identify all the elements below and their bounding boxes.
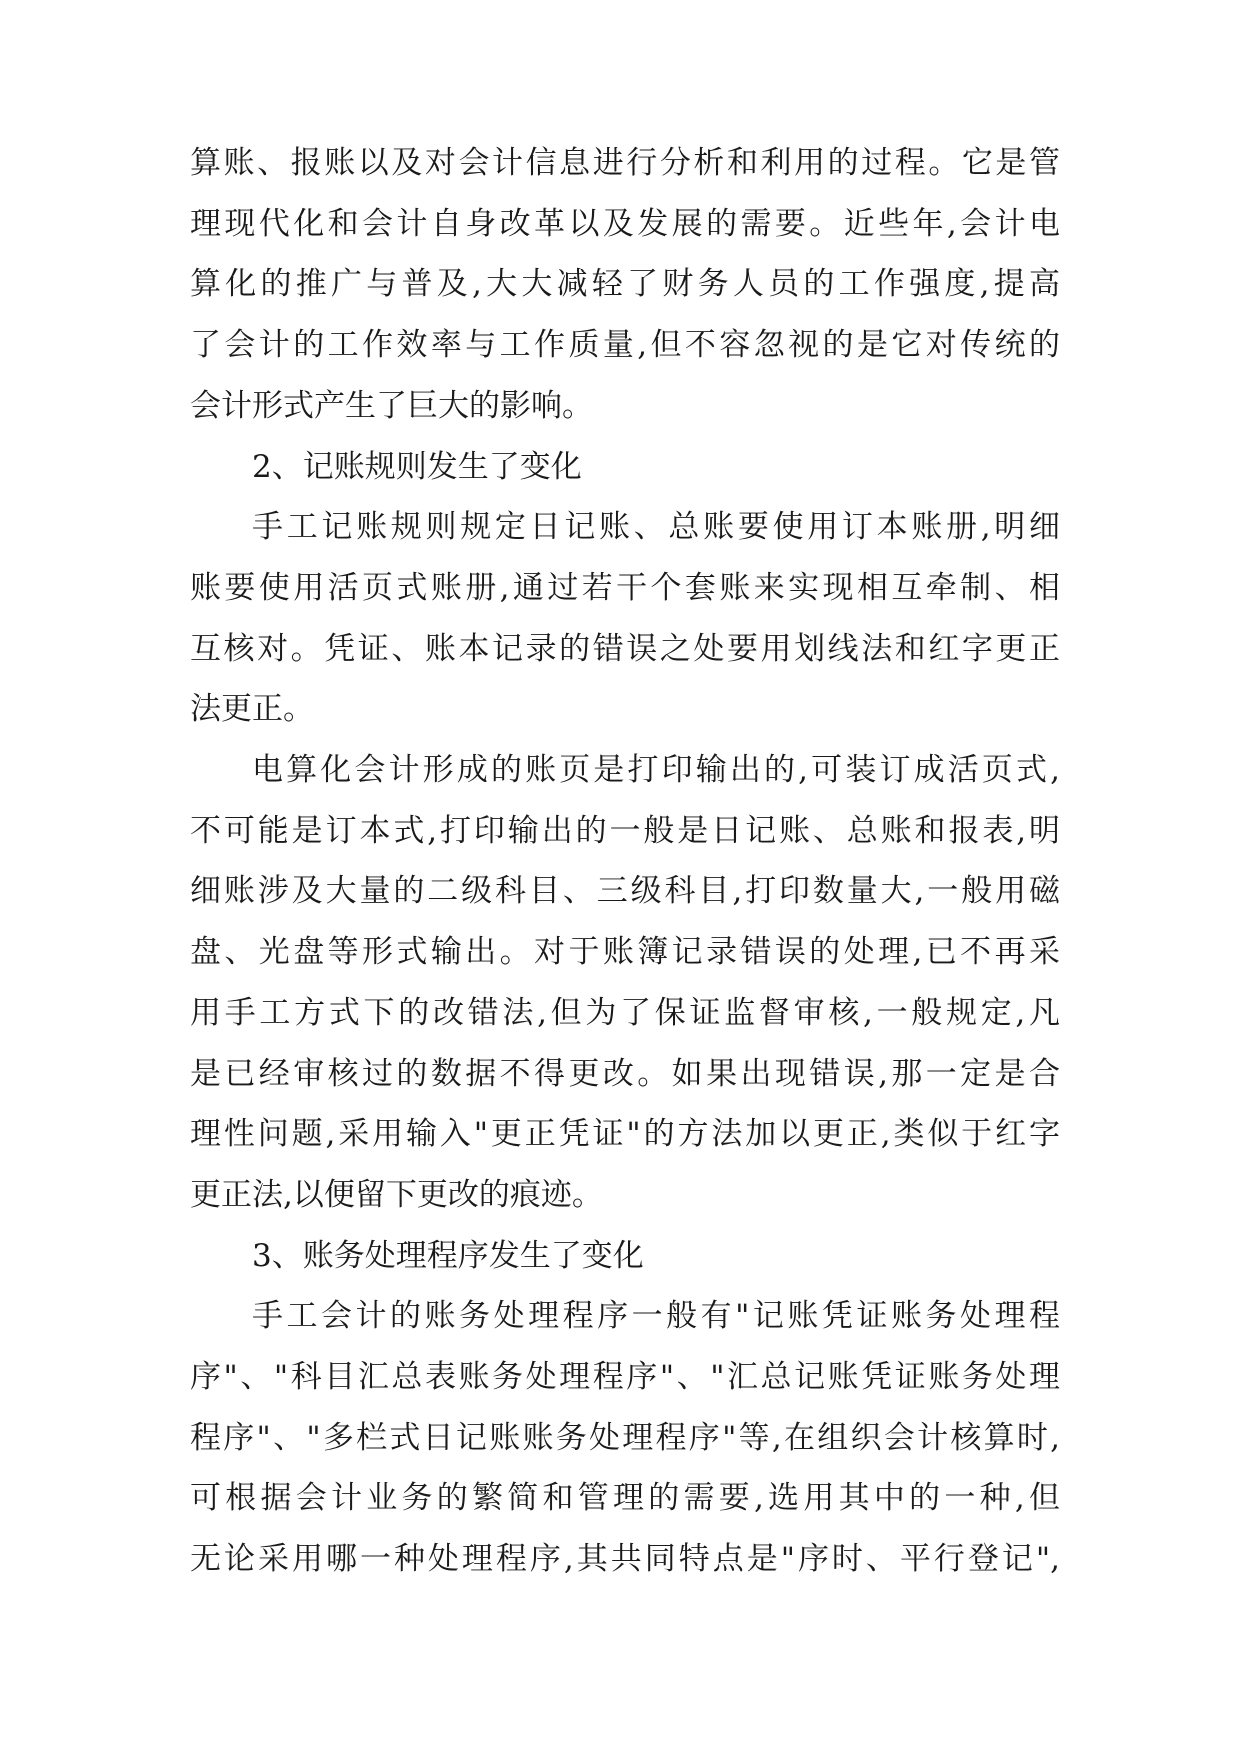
paragraph-line: 是已经审核过的数据不得更改。如果出现错误,那一定是合 (190, 1055, 1060, 1092)
paragraph-line: 理现代化和会计自身改革以及发展的需要。近些年,会计电 (190, 205, 1060, 242)
paragraph-line: 细账涉及大量的二级科目、三级科目,打印数量大,一般用磁 (190, 873, 1060, 910)
paragraph-line: 了会计的工作效率与工作质量,但不容忽视的是它对传统的 (190, 327, 1060, 364)
paragraph-line: 用手工方式下的改错法,但为了保证监督审核,一般规定,凡 (190, 994, 1060, 1031)
section-heading: 2、记账规则发生了变化 (252, 448, 582, 485)
paragraph-line: 可根据会计业务的繁简和管理的需要,选用其中的一种,但 (190, 1480, 1060, 1517)
paragraph-line: 程序"、"多栏式日记账账务处理程序"等,在组织会计核算时, (190, 1419, 1060, 1456)
paragraph-line: 会计形式产生了巨大的影响。 (190, 387, 593, 424)
paragraph-line: 电算化会计形成的账页是打印输出的,可装订成活页式, (252, 752, 1060, 789)
paragraph-line: 无论采用哪一种处理程序,其共同特点是"序时、平行登记", (190, 1541, 1060, 1578)
paragraph-line: 互核对。凭证、账本记录的错误之处要用划线法和红字更正 (190, 630, 1060, 667)
paragraph-line: 账要使用活页式账册,通过若干个套账来实现相互牵制、相 (190, 569, 1060, 606)
paragraph-line: 手工记账规则规定日记账、总账要使用订本账册,明细 (252, 509, 1060, 546)
paragraph-line: 法更正。 (190, 691, 314, 728)
paragraph-line: 更正法,以便留下更改的痕迹。 (190, 1176, 603, 1213)
paragraph-line: 理性问题,采用输入"更正凭证"的方法加以更正,类似于红字 (190, 1116, 1060, 1153)
document-page (190, 133, 1060, 1590)
paragraph-line: 手工会计的账务处理程序一般有"记账凭证账务处理程 (252, 1298, 1060, 1335)
paragraph-line: 不可能是订本式,打印输出的一般是日记账、总账和报表,明 (190, 812, 1060, 849)
section-heading: 3、账务处理程序发生了变化 (252, 1237, 644, 1274)
paragraph-line: 序"、"科目汇总表账务处理程序"、"汇总记账凭证账务处理 (190, 1359, 1060, 1396)
paragraph-line: 盘、光盘等形式输出。对于账簿记录错误的处理,已不再采 (190, 934, 1060, 971)
paragraph-line: 算化的推广与普及,大大减轻了财务人员的工作强度,提高 (190, 266, 1060, 303)
paragraph-line: 算账、报账以及对会计信息进行分析和利用的过程。它是管 (190, 145, 1060, 181)
